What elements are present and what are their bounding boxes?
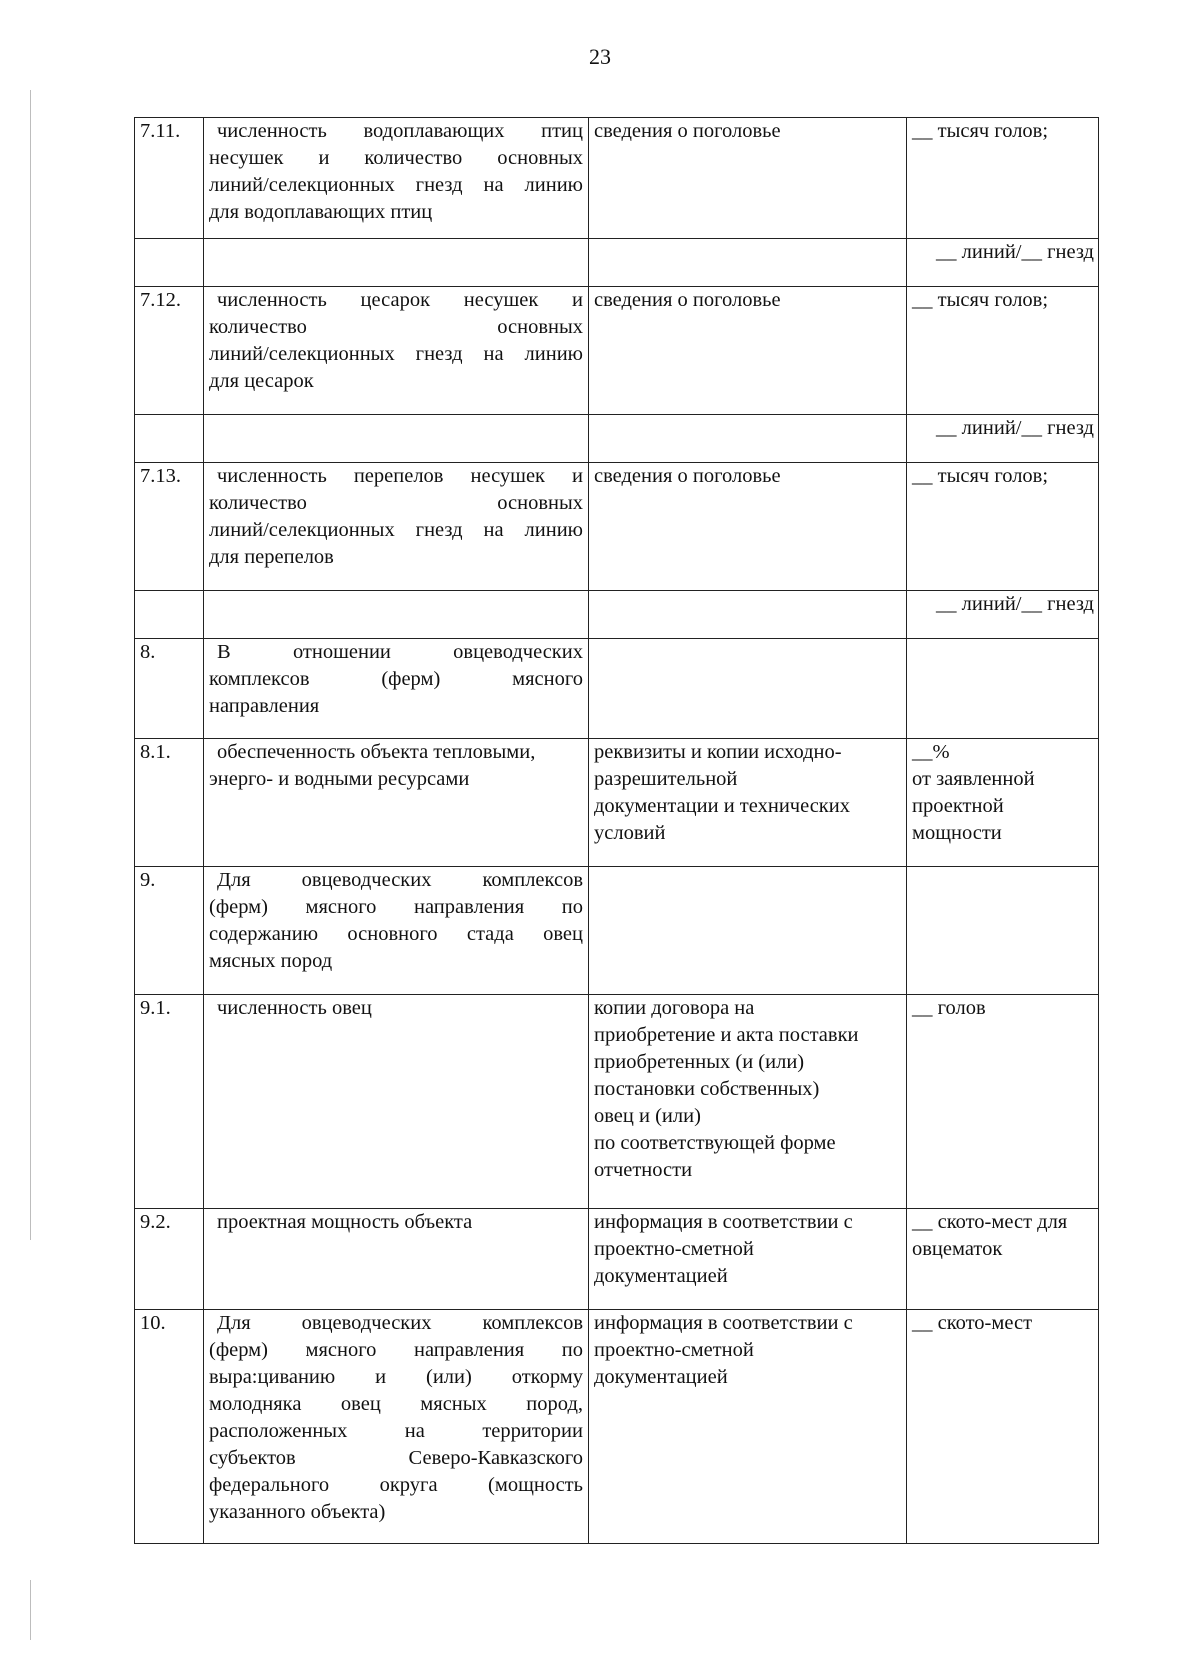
value-field — [907, 415, 1099, 463]
value-line: __ тысяч голов; — [912, 120, 1049, 142]
value-line: __ линий/__ гнезд — [936, 417, 1094, 439]
value-line: __ линий/__ гнезд — [936, 241, 1094, 263]
value-line: __% — [912, 741, 950, 763]
description-line: энерго- и водными ресурсами — [209, 768, 470, 790]
value-line: овцематок — [912, 1238, 1003, 1260]
description-line: (ферм) мясного направления по — [209, 1339, 583, 1361]
description-line: выра:циванию и (или) откорму — [209, 1366, 583, 1388]
value-field — [907, 995, 1099, 1209]
item-number — [135, 591, 204, 639]
description-line: численность перепелов несушек и — [217, 465, 583, 487]
required-documents — [589, 239, 907, 287]
description-line: линий/селекционных гнезд на линию — [209, 519, 583, 541]
document-line: постановки собственных) — [594, 1078, 820, 1100]
item-description — [204, 591, 589, 639]
item-number: 10. — [135, 1310, 204, 1544]
requirements-table — [134, 117, 1099, 1544]
description-line: для цесарок — [209, 370, 314, 392]
table-row — [135, 1310, 1099, 1544]
item-description — [204, 639, 589, 739]
value-field — [907, 591, 1099, 639]
table-row — [135, 287, 1099, 415]
description-line: субъектов Северо-Кавказского — [209, 1447, 583, 1469]
margin-scan-mark — [30, 90, 31, 1240]
item-number: 7.11. — [135, 118, 204, 239]
item-number: 8.1. — [135, 739, 204, 867]
description-line: Для овцеводческих комплексов — [217, 869, 583, 891]
required-documents — [589, 867, 907, 995]
description-line: количество основных — [209, 316, 583, 338]
document-line: отчетности — [594, 1159, 693, 1181]
table-row — [135, 415, 1099, 463]
value-field — [907, 239, 1099, 287]
required-documents — [589, 739, 907, 867]
required-documents: сведения о поголовье — [589, 287, 907, 415]
table-body — [135, 118, 1099, 1544]
value-line: __ тысяч голов; — [912, 465, 1049, 487]
description-line: линий/селекционных гнезд на линию — [209, 343, 583, 365]
value-line: __ тысяч голов; — [912, 289, 1049, 311]
description-line: для водоплавающих птиц — [209, 201, 433, 223]
document-line: по соответствующей форме — [594, 1132, 836, 1154]
document-line: информация в соответствии с — [594, 1312, 853, 1334]
required-documents — [589, 1310, 907, 1544]
description-line: В отношении овцеводческих — [217, 641, 583, 663]
item-number: 9. — [135, 867, 204, 995]
item-number: 9.1. — [135, 995, 204, 1209]
item-number — [135, 239, 204, 287]
required-documents: сведения о поголовье — [589, 463, 907, 591]
document-line: разрешительной — [594, 768, 738, 790]
description-line: расположенных на территории — [209, 1420, 583, 1442]
description-line: численность цесарок несушек и — [217, 289, 583, 311]
description-line: численность овец — [217, 997, 372, 1019]
item-description — [204, 1310, 589, 1544]
document-line: документацией — [594, 1265, 728, 1287]
description-line: обеспеченность объекта тепловыми, — [217, 741, 536, 763]
document-line: приобретенных (и (или) — [594, 1051, 805, 1073]
required-documents — [589, 1209, 907, 1310]
item-number — [135, 415, 204, 463]
table-row — [135, 867, 1099, 995]
document-line: приобретение и акта поставки — [594, 1024, 859, 1046]
document-line: документацией — [594, 1366, 728, 1388]
value-line: от заявленной — [912, 768, 1035, 790]
item-description — [204, 867, 589, 995]
item-description — [204, 463, 589, 591]
required-documents — [589, 995, 907, 1209]
description-line: для перепелов — [209, 546, 334, 568]
table-row — [135, 639, 1099, 739]
item-number: 7.12. — [135, 287, 204, 415]
description-line: проектная мощность объекта — [217, 1211, 473, 1233]
item-description — [204, 239, 589, 287]
description-line: молодняка овец мясных пород, — [209, 1393, 583, 1415]
item-description — [204, 995, 589, 1209]
table-row — [135, 463, 1099, 591]
document-line: условий — [594, 822, 666, 844]
table-row — [135, 239, 1099, 287]
description-line: Для овцеводческих комплексов — [217, 1312, 583, 1334]
description-line: линий/селекционных гнезд на линию — [209, 174, 583, 196]
margin-scan-mark-lower — [30, 1580, 31, 1640]
item-description — [204, 739, 589, 867]
description-line: направления — [209, 695, 320, 717]
value-line: проектной — [912, 795, 1004, 817]
item-description — [204, 118, 589, 239]
document-line: документации и технических — [594, 795, 850, 817]
value-field — [907, 639, 1099, 739]
document-line: проектно-сметной — [594, 1238, 754, 1260]
page-number: 23 — [589, 44, 611, 69]
table-row — [135, 1209, 1099, 1310]
description-line: несушек и количество основных — [209, 147, 583, 169]
item-number: 8. — [135, 639, 204, 739]
description-line: содержанию основного стада овец — [209, 923, 583, 945]
description-line: численность водоплавающих птиц — [217, 120, 583, 142]
document-line: реквизиты и копии исходно- — [594, 741, 842, 763]
value-field — [907, 1310, 1099, 1544]
value-line: мощности — [912, 822, 1002, 844]
item-description — [204, 415, 589, 463]
value-line: __ линий/__ гнезд — [936, 593, 1094, 615]
required-documents: сведения о поголовье — [589, 118, 907, 239]
value-field — [907, 118, 1099, 239]
table-row — [135, 995, 1099, 1209]
document-line: овец и (или) — [594, 1105, 701, 1127]
document-line: копии договора на — [594, 997, 755, 1019]
table-row — [135, 739, 1099, 867]
document-line: проектно-сметной — [594, 1339, 754, 1361]
value-field — [907, 867, 1099, 995]
item-description — [204, 1209, 589, 1310]
item-number: 9.2. — [135, 1209, 204, 1310]
value-field — [907, 739, 1099, 867]
item-description — [204, 287, 589, 415]
value-field — [907, 463, 1099, 591]
value-field — [907, 287, 1099, 415]
description-line: федерального округа (мощность — [209, 1474, 583, 1496]
table-row — [135, 591, 1099, 639]
required-documents — [589, 415, 907, 463]
required-documents — [589, 639, 907, 739]
description-line: (ферм) мясного направления по — [209, 896, 583, 918]
description-line: мясных пород — [209, 950, 333, 972]
value-line: __ голов — [912, 997, 986, 1019]
description-line: указанного объекта) — [209, 1501, 386, 1523]
value-field — [907, 1209, 1099, 1310]
value-line: __ ското-мест для — [912, 1211, 1068, 1233]
value-line: __ ското-мест — [912, 1312, 1033, 1334]
required-documents — [589, 591, 907, 639]
document-line: информация в соответствии с — [594, 1211, 853, 1233]
table-row — [135, 118, 1099, 239]
description-line: комплексов (ферм) мясного — [209, 668, 583, 690]
description-line: количество основных — [209, 492, 583, 514]
item-number: 7.13. — [135, 463, 204, 591]
